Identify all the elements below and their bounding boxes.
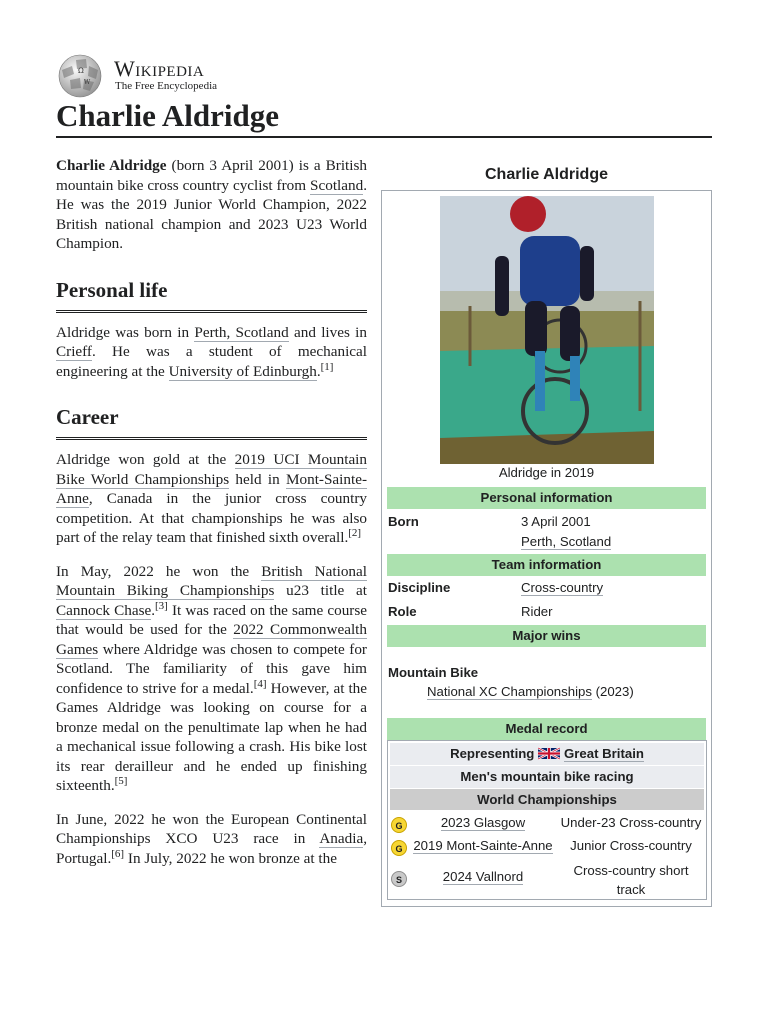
reference-4[interactable]: [4] bbox=[253, 677, 267, 690]
major-wins-header: Major wins bbox=[387, 625, 706, 647]
career-paragraph-3: In June, 2022 he won the European Continental Championships XCO U23 race in Anadia, Portugal.[6] In July, 2022 he won bronze at the bbox=[56, 810, 367, 867]
silver-medal-icon: S bbox=[391, 871, 407, 887]
representing-row: Representing Great Britain bbox=[390, 743, 704, 765]
link-british-national-championships[interactable]: British National Mountain Biking Championships bbox=[56, 562, 367, 599]
photo-caption: Aldridge in 2019 bbox=[498, 465, 595, 480]
team-information-header: Team information bbox=[387, 554, 706, 576]
reference-3[interactable]: [3] bbox=[155, 599, 168, 612]
medal-record-table bbox=[387, 740, 707, 900]
reference-6[interactable]: [6] bbox=[111, 847, 125, 860]
heading-career: Career bbox=[56, 403, 367, 440]
personal-life-paragraph: Aldridge was born in Perth, Scotland and lives in Crieff. He was a student of mechanical engineering at the University of Edinburgh.[1] bbox=[56, 323, 367, 380]
link-cannock-chase[interactable]: Cannock Chase bbox=[56, 601, 152, 619]
subject-name: Charlie Aldridge bbox=[56, 157, 167, 174]
cyclist-photo-illustration bbox=[440, 196, 654, 464]
gold-medal-icon: G bbox=[391, 840, 407, 856]
role-label: Role bbox=[388, 604, 417, 619]
wikipedia-logo[interactable] bbox=[56, 54, 296, 98]
link-mont-sainte-anne[interactable]: Mont-Sainte-Anne bbox=[56, 470, 368, 507]
career-paragraph-1: Aldridge won gold at the 2019 UCI Mountain Bike World Championships held in Mont-Sainte-Anne, Canada in the junior cross country competition. At that championships he was also part of the relay team that finished sixth overall.[2] bbox=[56, 451, 368, 546]
link-2022-commonwealth-games[interactable]: 2022 Commonwealth Games bbox=[56, 621, 367, 658]
heading-personal-life: Personal life bbox=[56, 276, 367, 313]
career-paragraph-2: In May, 2022 he won the British National Mountain Biking Championships u23 title at Cannock Chase.[3] It was raced on the same course that would be used for the 2022 Commonwealth Games where Aldridge was chosen to compete for Scotland. The familiarity of this gave him confidence to strive for a medal.[4] However, at the Games Aldridge was looking on course for a bronze medal on the penultimate lap when he had a mechanical issue following a crash. His bike lost its rear derailleur and he ended up finishing sixteenth.[5] bbox=[56, 562, 367, 794]
wikipedia-tagline: The Free Encyclopedia bbox=[115, 80, 218, 92]
title-divider bbox=[56, 136, 712, 138]
discipline-label: Discipline bbox=[388, 580, 451, 595]
gold-medal-icon: G bbox=[391, 817, 407, 833]
link-great-britain[interactable]: Great Britain bbox=[564, 746, 644, 761]
article-body bbox=[56, 156, 367, 882]
personal-information-header: Personal information bbox=[387, 487, 706, 509]
link-2019-uci-championships[interactable]: 2019 UCI Mountain Bike World Championships bbox=[56, 451, 367, 488]
link-university-of-edinburgh[interactable]: University of Edinburgh bbox=[168, 362, 317, 380]
intro-paragraph: Charlie Aldridge (born 3 April 2001) is a British mountain bike cross country cyclist from Scotland. He was the 2019 Junior World Champion, 2022 British national champion and 2023 U23 World Champion. bbox=[56, 157, 368, 252]
reference-5[interactable]: [5] bbox=[114, 774, 128, 787]
event-row: World Championships bbox=[390, 789, 704, 810]
link-crieff[interactable]: Crieff bbox=[56, 343, 92, 360]
medal-category: Junior Cross-country bbox=[570, 838, 692, 853]
born-date: 3 April 2001 bbox=[521, 514, 591, 529]
reference-1[interactable]: [1] bbox=[320, 360, 334, 373]
wins-entry: National XC Championships (2023) bbox=[427, 684, 634, 699]
wikipedia-wordmark: Wikipedia bbox=[114, 56, 205, 81]
link-anadia[interactable]: Anadia bbox=[319, 830, 364, 847]
link-venue-vallnord[interactable]: 2024 Vallnord bbox=[442, 869, 524, 884]
link-venue-glasgow[interactable]: 2023 Glasgow bbox=[440, 815, 526, 830]
reference-2[interactable]: [2] bbox=[348, 526, 362, 539]
page-title: Charlie Aldridge bbox=[56, 98, 280, 133]
link-discipline[interactable]: Cross-country bbox=[521, 580, 604, 595]
wikipedia-globe-icon bbox=[56, 54, 104, 98]
sport-row: Men's mountain bike racing bbox=[390, 766, 704, 788]
svg-text:Ω: Ω bbox=[78, 67, 84, 75]
svg-text:W: W bbox=[84, 79, 91, 86]
link-national-xc-championships[interactable]: National XC Championships bbox=[427, 684, 592, 699]
medal-record-header: Medal record bbox=[387, 718, 706, 740]
medal-category: Under-23 Cross-country bbox=[560, 815, 702, 830]
role-value: Rider bbox=[521, 604, 553, 619]
uk-flag-icon bbox=[538, 747, 560, 760]
medal-category: Cross-country short track bbox=[573, 863, 689, 897]
wins-category: Mountain Bike bbox=[388, 665, 479, 680]
infobox-title: Charlie Aldridge bbox=[485, 166, 608, 183]
link-born-place[interactable]: Perth, Scotland bbox=[521, 534, 612, 549]
link-perth-scotland[interactable]: Perth, Scotland bbox=[194, 323, 289, 341]
born-label: Born bbox=[388, 514, 419, 529]
rider-photo[interactable] bbox=[440, 196, 654, 464]
link-venue-mont-sainte-anne[interactable]: 2019 Mont-Sainte-Anne bbox=[413, 838, 553, 853]
infobox bbox=[381, 190, 712, 907]
link-scotland[interactable]: Scotland bbox=[310, 176, 364, 194]
